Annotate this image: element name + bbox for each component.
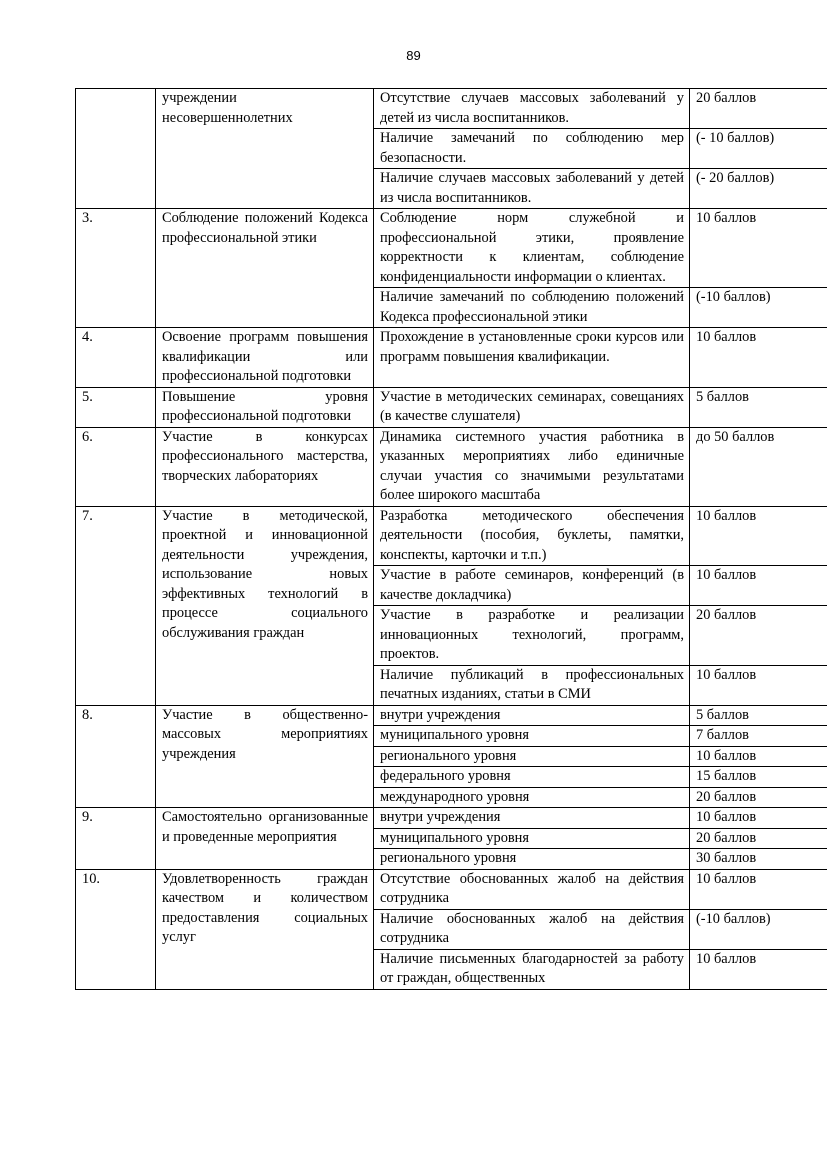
indicator-cell: Участие в работе семинаров, конференций (в качестве докладчика): [374, 566, 690, 606]
indicator-cell: Участие в разработке и реализации инновационных технологий, программ, проектов.: [374, 606, 690, 666]
indicator-cell: Наличие публикаций в профессиональных печатных изданиях, статьи в СМИ: [374, 665, 690, 705]
points-cell: 30 баллов: [690, 849, 827, 870]
table-row: [76, 89, 827, 129]
indicator-cell: Наличие замечаний по соблюдению мер безопасности.: [374, 129, 690, 169]
criterion-cell: Участие в методической, проектной и инновационной деятельности учреждения, использование новых эффективных технологий в процессе социального обслуживания граждан: [156, 506, 374, 705]
row-number: 7.: [76, 506, 156, 705]
row-number: 9.: [76, 808, 156, 870]
points-cell: 20 баллов: [690, 89, 827, 129]
points-cell: 20 баллов: [690, 606, 827, 666]
points-cell: (- 10 баллов): [690, 129, 827, 169]
row-number: 5.: [76, 387, 156, 427]
row-number: 6.: [76, 427, 156, 506]
row-number: 3.: [76, 209, 156, 328]
indicator-cell: внутри учреждения: [374, 705, 690, 726]
points-cell: 10 баллов: [690, 746, 827, 767]
table-row: [76, 209, 827, 288]
indicator-cell: муниципального уровня: [374, 828, 690, 849]
points-cell: (- 20 баллов): [690, 169, 827, 209]
indicator-cell: регионального уровня: [374, 746, 690, 767]
row-number: [76, 89, 156, 209]
indicator-cell: международного уровня: [374, 787, 690, 808]
points-cell: 5 баллов: [690, 705, 827, 726]
indicator-cell: Участие в методических семинарах, совещаниях (в качестве слушателя): [374, 387, 690, 427]
points-cell: 10 баллов: [690, 665, 827, 705]
criterion-cell: Участие в конкурсах профессионального мастерства, творческих лабораториях: [156, 427, 374, 506]
indicator-cell: Отсутствие случаев массовых заболеваний у детей из числа воспитанников.: [374, 89, 690, 129]
indicator-cell: Прохождение в установленные сроки курсов или программ повышения квалификации.: [374, 328, 690, 388]
indicator-cell: Динамика системного участия работника в указанных мероприятиях либо единичные случаи участия со значимыми результатами более широкого масштаба: [374, 427, 690, 506]
indicator-cell: Разработка методического обеспечения деятельности (пособия, буклеты, памятки, конспекты, карточки и т.п.): [374, 506, 690, 566]
table-row: [76, 427, 827, 506]
page-number: 89: [406, 48, 421, 63]
points-cell: (-10 баллов): [690, 288, 827, 328]
points-cell: 10 баллов: [690, 869, 827, 909]
points-cell: 20 баллов: [690, 787, 827, 808]
row-number: 4.: [76, 328, 156, 388]
points-cell: 10 баллов: [690, 949, 827, 989]
criterion-cell: Повышение уровня профессиональной подготовки: [156, 387, 374, 427]
points-cell: 10 баллов: [690, 209, 827, 288]
indicator-cell: Наличие замечаний по соблюдению положений Кодекса профессиональной этики: [374, 288, 690, 328]
row-number: 10.: [76, 869, 156, 989]
indicator-cell: Наличие случаев массовых заболеваний у детей из числа воспитанников.: [374, 169, 690, 209]
table-row: [76, 387, 827, 427]
indicator-cell: Отсутствие обоснованных жалоб на действия сотрудника: [374, 869, 690, 909]
indicator-cell: Наличие письменных благодарностей за работу от граждан, общественных: [374, 949, 690, 989]
table-row: [76, 705, 827, 726]
indicator-cell: Соблюдение норм служебной и профессиональной этики, проявление корректности к клиентам, соблюдение конфиденциальности информации о клиентах.: [374, 209, 690, 288]
points-cell: 10 баллов: [690, 808, 827, 829]
points-cell: 7 баллов: [690, 726, 827, 747]
points-cell: 5 баллов: [690, 387, 827, 427]
criterion-cell: Удовлетворенность граждан качеством и количеством предоставления социальных услуг: [156, 869, 374, 989]
points-cell: 10 баллов: [690, 328, 827, 388]
criterion-cell: Самостоятельно организованные и проведенные мероприятия: [156, 808, 374, 870]
points-cell: (-10 баллов): [690, 909, 827, 949]
indicator-cell: внутри учреждения: [374, 808, 690, 829]
row-number: 8.: [76, 705, 156, 808]
points-cell: 15 баллов: [690, 767, 827, 788]
indicator-cell: регионального уровня: [374, 849, 690, 870]
table-row: [76, 808, 827, 829]
indicator-cell: Наличие обоснованных жалоб на действия сотрудника: [374, 909, 690, 949]
criterion-cell: Участие в общественно-массовых мероприятиях учреждения: [156, 705, 374, 808]
criterion-cell: Освоение программ повышения квалификации или профессиональной подготовки: [156, 328, 374, 388]
criteria-table: [75, 88, 827, 990]
table-row: [76, 869, 827, 909]
points-cell: 10 баллов: [690, 566, 827, 606]
criterion-cell: учреждении несовершеннолетних: [156, 89, 374, 209]
table-row: [76, 328, 827, 388]
indicator-cell: муниципального уровня: [374, 726, 690, 747]
indicator-cell: федерального уровня: [374, 767, 690, 788]
points-cell: 10 баллов: [690, 506, 827, 566]
criterion-cell: Соблюдение положений Кодекса профессиональной этики: [156, 209, 374, 328]
table-row: [76, 506, 827, 566]
points-cell: до 50 баллов: [690, 427, 827, 506]
points-cell: 20 баллов: [690, 828, 827, 849]
